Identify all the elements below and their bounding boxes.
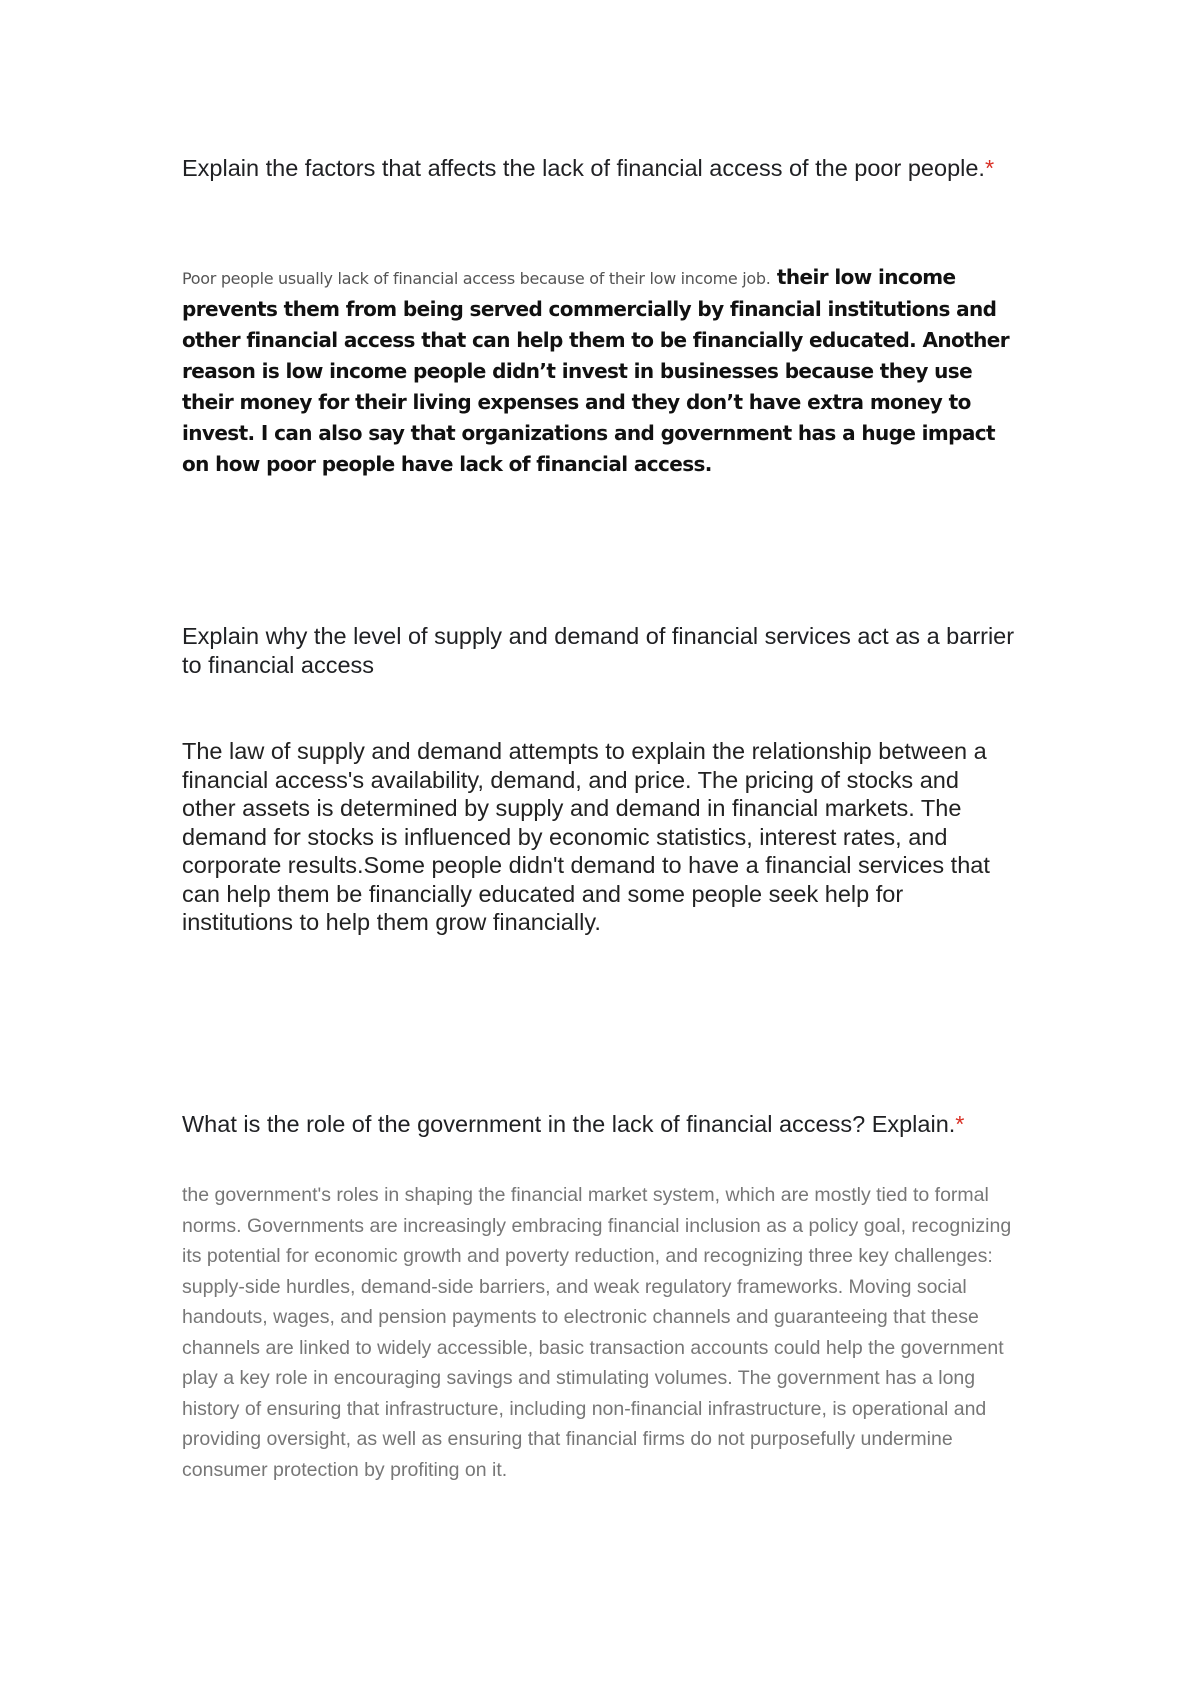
answer-3-body: the government's roles in shaping the financial market system, which are mostly tied to formal norms. Governments are increasingly embracing financial inclusion as a policy goal, recognizing its potential for economic growth and poverty reduction, and recognizing three key challenges: supply-side hurdles, demand-side barriers, and weak regulatory frameworks. Moving social handouts, wages, and pension payments to electronic channels and guaranteeing that these channels are linked to widely accessible, basic transaction accounts could help the government play a key role in encouraging savings and stimulating volumes. The government has a long history of ensuring that infrastructure, including non-financial infrastructure, is operational and providing oversight, as well as ensuring that financial firms do not purposefully undermine consumer protection by profiting on it. [182,1184,1012,1481]
question-2-text: Explain why the level of supply and demand of financial services act as a barrier to financial access [182,623,1015,678]
required-mark: * [984,155,995,181]
question-1 [182,150,1017,186]
required-mark: * [955,1111,965,1137]
question-1-text: Explain the factors that affects the lack of financial access of the poor people. [182,155,985,181]
answer-2-body: The law of supply and demand attempts to explain the relationship between a financial access's availability, demand, and price. The pricing of stocks and other assets is determined by supply and demand in financial markets. The demand for stocks is influenced by economic statistics, interest rates, and corporate results.Some people didn't demand to have a financial services that can help them be financially educated and some people seek help for institutions to help them grow financially. [182,738,990,935]
answer-1-body: their low income prevents them from being served commercially by financial institutions and other financial access that can help them to be financially educated. Another reason is low income people didn’t invest in businesses because they use their money for their living expenses and they don’t have extra money to invest. I can also say that organizations and government has a huge impact on how poor people have lack of financial access. [182,265,1010,476]
answer-2 [182,737,1017,937]
question-2 [182,622,1017,679]
answer-3 [182,1180,1017,1485]
question-3 [182,1106,1017,1142]
answer-1 [182,262,1017,480]
answer-1-lead: Poor people usually lack of financial access because of their low income job. [182,269,771,288]
question-3-text: What is the role of the government in the lack of financial access? Explain. [182,1111,956,1137]
